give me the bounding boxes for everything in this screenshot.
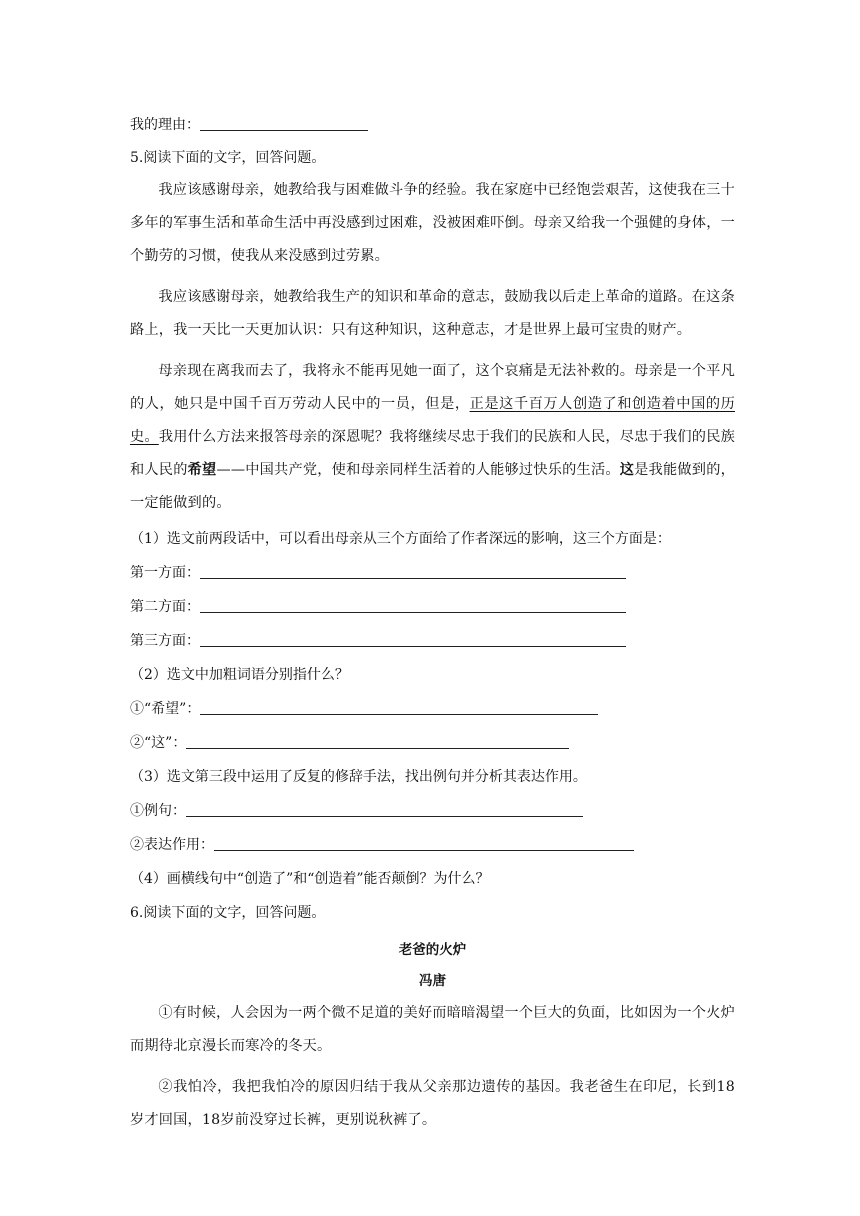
effect-line [130,836,735,855]
passage-paragraph-2: 我应该感谢母亲，她教给我生产的知识和革命的意志，鼓励我以后走上革命的道路。在这条路上，我一天比一天更加认识：只有这种知识，这种意志，才是世界上最可宝贵的财产。 [130,289,735,338]
aspect-1-blank[interactable] [200,564,626,579]
example-blank[interactable] [186,802,583,817]
article-paragraph-1: ①有时候，人会因为一两个微不足道的美好而暗暗渴望一个巨大的负面，比如因为一个火炉而期待北京漫长而寒冷的冬天。 [130,1005,735,1054]
sub-question-4: （4）画横线句中“创造了”和“创造着”能否颠倒？为什么？ [130,871,490,887]
underlined-sentence: 正是这千百万人创造了和创造着中国的历史。 [130,396,735,445]
example-label: ①例句： [130,803,186,819]
aspect-1-label: 第一方面： [130,565,200,581]
passage-p3-part-a: 母亲现在离我而去了，我将永不能再见她一面了，这个哀痛是无法补救的。母亲是一个平凡的人，她只是中国千百万劳动人民中的一员，但是， [130,363,735,412]
passage-p3-part-c: ——中国共产党，使和母亲同样生活着的人能够过快乐的生活。 [216,462,620,478]
aspect-2-label: 第二方面： [130,599,200,615]
effect-blank[interactable] [214,836,634,851]
reason-answer-blank[interactable] [200,116,368,131]
article-paragraph-2: ②我怕冷，我把我怕冷的原因归结于我从父亲那边遗传的基因。我老爸生在印尼，长到18岁才回国，18岁前没穿过长裤，更别说秋裤了。 [130,1079,735,1128]
aspect-2-blank[interactable] [200,598,626,613]
hope-blank[interactable] [200,700,598,715]
question-6-title: 6.阅读下面的文字，回答问题。 [130,905,326,921]
article-title: 老爸的火炉 [398,942,467,958]
reason-line [130,116,735,135]
passage-paragraph-1: 我应该感谢母亲，她教给我与困难做斗争的经验。我在家庭中已经饱尝艰苦，这使我在三十多年的军事生活和革命生活中再没感到过困难，没被困难吓倒。母亲又给我一个强健的身体，一个勤劳的习惯，使我从来没感到过劳累。 [130,182,735,264]
aspect-3-blank[interactable] [200,632,626,647]
aspect-2-line [130,598,735,617]
bold-word-this: 这 [619,462,635,478]
reason-label: 我的理由： [130,117,200,133]
effect-label: ②表达作用： [130,837,214,853]
aspect-3-line [130,632,735,651]
question-5-title: 5.阅读下面的文字，回答问题。 [130,150,326,166]
worksheet-page [130,108,735,1137]
this-line [130,734,735,753]
this-label: ②“这”： [130,735,187,751]
sub-question-1: （1）选文前两段话中，可以看出母亲从三个方面给了作者深远的影响，这三个方面是： [130,531,671,547]
passage-p3-part-b: 我用什么方法来报答母亲的深恩呢？我将继续尽忠于我们的民族和人民，尽忠于我们的民族和人民的 [130,429,735,478]
sub-question-2: （2）选文中加粗词语分别指什么？ [130,667,349,683]
hope-label: ①“希望”： [130,701,201,717]
passage-p3-part-d: 是我能做到的，一定能做到的。 [130,462,735,511]
hope-line [130,700,735,719]
aspect-3-label: 第三方面： [130,633,200,649]
example-line [130,802,735,821]
bold-word-hope: 希望 [187,462,217,478]
passage-paragraph-3 [130,355,735,520]
sub-question-3: （3）选文第三段中运用了反复的修辞手法，找出例句并分析其表达作用。 [130,769,587,785]
aspect-1-line [130,564,735,583]
article-author: 冯唐 [419,973,446,989]
this-blank[interactable] [186,734,569,749]
